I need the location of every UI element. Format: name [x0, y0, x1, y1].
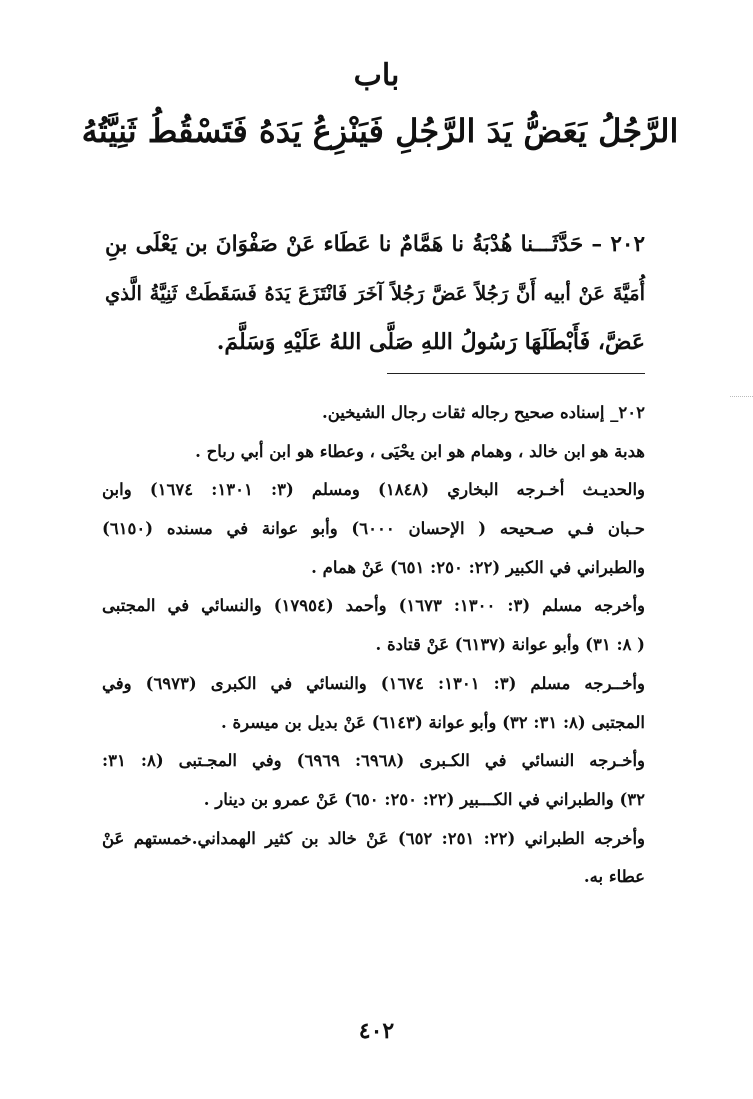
footnote-line: هدبة هو ابن خالد ، وهمام هو ابن يحْيَى ، وعطاء هو ابن أبي رباح . — [195, 441, 645, 461]
footnote-divider — [387, 373, 645, 374]
hadith-line: ٢٠٢ – حَدَّثَـــنا هُدْبَةُ نا هَمَّامٌ نا عَطَاء عَنْ صَفْوَانَ بن يَعْلَى بنِ — [105, 232, 645, 257]
footnote-line: وأخــرجه مسلم (٣: ١٣٠١: ١٦٧٤) والنسائي في الكبرى (٦٩٧٣) وفي — [102, 673, 645, 693]
footnote-line: ٢٠٢_ إسناده صحيح رجاله ثقات رجال الشيخين. — [321, 403, 645, 422]
footnote-line: ٣٢) والطبراني في الكـــبير (٢٢: ٢٥٠: ٦٥٠) عَنْ عمرو بن دينار . — [203, 789, 645, 809]
footnote-line: وأخـرجه النسائي في الكـبرى (٦٩٦٨: ٦٩٦٩) وفي المجـتبى (٨: ٣١: — [102, 751, 646, 771]
footnote-line: عطاء به. — [583, 867, 645, 887]
margin-mark — [730, 396, 753, 397]
page-number: ٤٠٢ — [358, 1018, 395, 1044]
footnote-line: وأخرجه الطبراني (٢٢: ٢٥١: ٦٥٢) عَنْ خالد بن كثير الهمداني.خمستهم عَنْ — [102, 828, 645, 848]
chapter-heading: باب — [353, 58, 400, 93]
footnote-line: حـبان فـي صـحيحه ( الإحسان ٦٠٠٠) وأبو عوانة في مسنده (٦١٥٠) — [102, 519, 645, 539]
footnote-line: والحديـث أخـرجه البخاري (١٨٤٨) ومسلم (٣: ١٣٠١: ١٦٧٤) وابن — [102, 480, 645, 500]
footnote-line: المجتبى (٨: ٣١: ٣٢) وأبو عوانة (٦١٤٣) عَنْ بديل بن ميسرة . — [221, 712, 645, 732]
footnote-line: ( ٨: ٣١) وأبو عوانة (٦١٣٧) عَنْ قتادة . — [375, 635, 645, 655]
footnote-line: وأخرجه مسلم (٣: ١٣٠٠: ١٦٧٣) وأحمد (١٧٩٥٤) والنسائي في المجتبى — [102, 596, 645, 616]
chapter-title: الرَّجُلُ يَعَضُّ يَدَ الرَّجُلِ فَيَنْزِعُ يَدَهُ فَتَسْقُطُ ثَنِيَّتُهُ — [81, 112, 679, 150]
footnotes — [102, 394, 645, 897]
hadith-text — [105, 220, 645, 367]
footnote-line: والطبراني في الكبير (٢٢: ٢٥٠: ٦٥١) عَنْ همام . — [311, 557, 645, 577]
hadith-line: عَضَّ، فَأَبْطَلَهَا رَسُولُ اللهِ صَلَّى اللهُ عَلَيْهِ وَسَلَّمَ. — [216, 329, 645, 355]
hadith-line: أُمَيَّةَ عَنْ أبيه أَنَّ رَجُلاً عَضَّ رَجُلاً آخَرَ فَانْتَزَعَ يَدَهُ فَسَقَطَتْ ثَنِيَّةُ الَّذي — [105, 282, 645, 305]
